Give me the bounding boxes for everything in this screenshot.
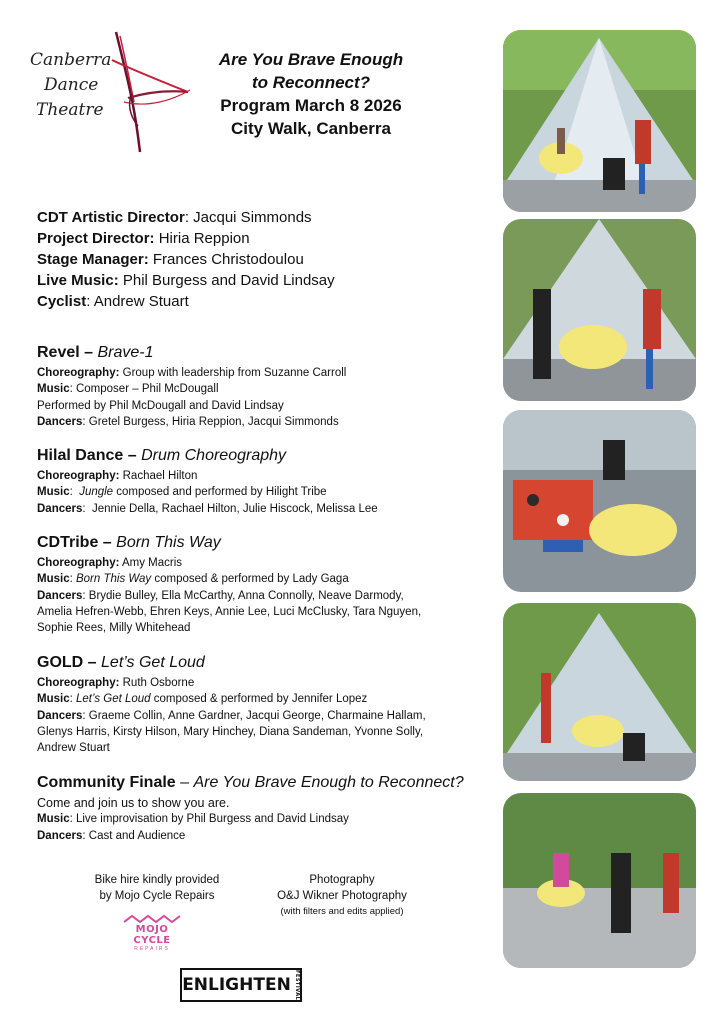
bike-credit-line: by Mojo Cycle Repairs (99, 890, 215, 902)
bike-hire-credit (82, 872, 232, 904)
crew-item (37, 270, 335, 291)
photo-5-image (503, 793, 696, 968)
music-line: Music: Jungle composed and performed by Hilight Tribe (37, 486, 327, 499)
mojo-logo-text: MOJO CYCLE (133, 924, 171, 946)
photo-credit-note: (with filters and edits applied) (280, 906, 404, 917)
choreography-line: Choreography: Ruth Osborne (37, 677, 195, 689)
dancers-line-cont: Glenys Harris, Kirsty Hilson, Mary Hinchey, Diana Sandeman, Yvonne Solly, (37, 725, 424, 738)
program-item-revel (37, 343, 487, 430)
event-date: Program March 8 2026 (220, 96, 402, 115)
dancers-line: Dancers: Gretel Burgess, Hiria Reppion, Jacqui Simmonds (37, 415, 339, 428)
photo-3-image (503, 410, 696, 592)
program-item-title: CDTribe – Born This Way (37, 534, 221, 551)
program-item-gold (37, 653, 487, 756)
music-line: Music: Live improvisation by Phil Burgess and David Lindsay (37, 813, 349, 826)
crew-value: Frances Christodoulou (152, 251, 304, 268)
program-item-title: Hilal Dance – Drum Choreography (37, 447, 287, 464)
crew-label: Cyclist (37, 293, 87, 310)
choreography-line: Choreography: Group with leadership from Suzanne Carroll (37, 367, 347, 379)
canberra-dance-theatre-logo (28, 30, 193, 155)
crew-item (37, 207, 335, 228)
dancers-line-cont: Amelia Hefren-Webb, Ehren Keys, Annie Lee, Luci McClusky, Tara Nguyen, (37, 605, 422, 618)
bike-credit-line: Bike hire kindly provided (94, 874, 220, 886)
dancers-line: Dancers: Cast and Audience (37, 829, 186, 842)
photo-2-dancers-pyramid (503, 219, 696, 401)
crew-item (37, 228, 335, 249)
event-title-line2: to Reconnect? (251, 73, 371, 92)
photo-1-image (503, 30, 696, 212)
crew-value: Phil Burgess and David Lindsay (122, 272, 335, 289)
program-item-community-finale (37, 773, 487, 844)
crew-sep: : (184, 209, 194, 226)
photo-credit-line: O&J Wikner Photography (277, 890, 407, 902)
crew-label: Stage Manager: (37, 251, 149, 268)
event-location: City Walk, Canberra (231, 119, 391, 138)
crew-label: CDT Artistic Director (37, 209, 185, 226)
event-header (196, 48, 426, 140)
photo-3-dancers-closeup (503, 410, 696, 592)
choreography-line: Choreography: Rachael Hilton (37, 470, 198, 482)
enlighten-text: ENLIGHTEN (182, 975, 291, 995)
dancers-line-cont: Andrew Stuart (37, 742, 110, 755)
program-item-title: Community Finale – Are You Brave Enough to Reconnect? (37, 774, 464, 791)
crew-sep: : (86, 293, 94, 310)
photo-4-image (503, 603, 696, 781)
photo-credit-line: Photography (309, 874, 375, 886)
program-item-cdtribe (37, 533, 487, 636)
crew-label: Project Director: (37, 230, 155, 247)
dancers-line: Dancers: Graeme Collin, Anne Gardner, Jacqui George, Charmaine Hallam, (37, 709, 426, 722)
logo-word-canberra: Canberra (30, 50, 112, 70)
photo-5-dancers-walking (503, 793, 696, 968)
program-item-title: Revel – Brave-1 (37, 344, 154, 361)
crew-value: Andrew Stuart (93, 293, 189, 310)
dancers-line: Dancers: Brydie Bulley, Ella McCarthy, Anna Connolly, Neave Darmody, (37, 589, 404, 602)
crew-value: Hiria Reppion (158, 230, 250, 247)
music-line: Music: Born This Way composed & performed by Lady Gaga (37, 573, 349, 586)
mojo-cycle-logo (117, 914, 187, 952)
performed-line: Performed by Phil McDougall and David Lindsay (37, 399, 284, 412)
choreography-line: Choreography: Amy Macris (37, 557, 183, 569)
enlighten-sub: FESTIVAL (293, 969, 300, 1001)
mojo-logo-sub: REPAIRS (134, 946, 170, 952)
finale-invite: Come and join us to show you are. (37, 796, 230, 810)
program-item-title: GOLD – Let’s Get Loud (37, 654, 205, 671)
photo-2-image (503, 219, 696, 401)
mojo-wave-icon (122, 914, 182, 924)
dancers-line: Dancers: Jennie Della, Rachael Hilton, Julie Hiscock, Melissa Lee (37, 502, 378, 515)
logo-word-theatre: Theatre (36, 100, 104, 120)
enlighten-festival-logo (180, 968, 302, 1002)
music-line: Music: Let’s Get Loud composed & performed by Jennifer Lopez (37, 693, 368, 706)
photo-1-dancers-pyramid (503, 30, 696, 212)
music-line: Music: Composer – Phil McDougall (37, 383, 219, 396)
crew-item (37, 291, 335, 312)
crew-item (37, 249, 335, 270)
crew-label: Live Music: (37, 272, 119, 289)
dancers-line-cont: Sophie Rees, Milly Whitehead (37, 622, 191, 635)
program-item-hilal-dance (37, 446, 487, 517)
logo-word-dance: Dance (44, 75, 99, 95)
crew-value: Jacqui Simmonds (193, 209, 312, 226)
photo-4-dancers-pyramid (503, 603, 696, 781)
photography-credit (262, 872, 422, 920)
crew-list (37, 207, 335, 312)
event-title-line1: Are You Brave Enough (218, 50, 404, 69)
